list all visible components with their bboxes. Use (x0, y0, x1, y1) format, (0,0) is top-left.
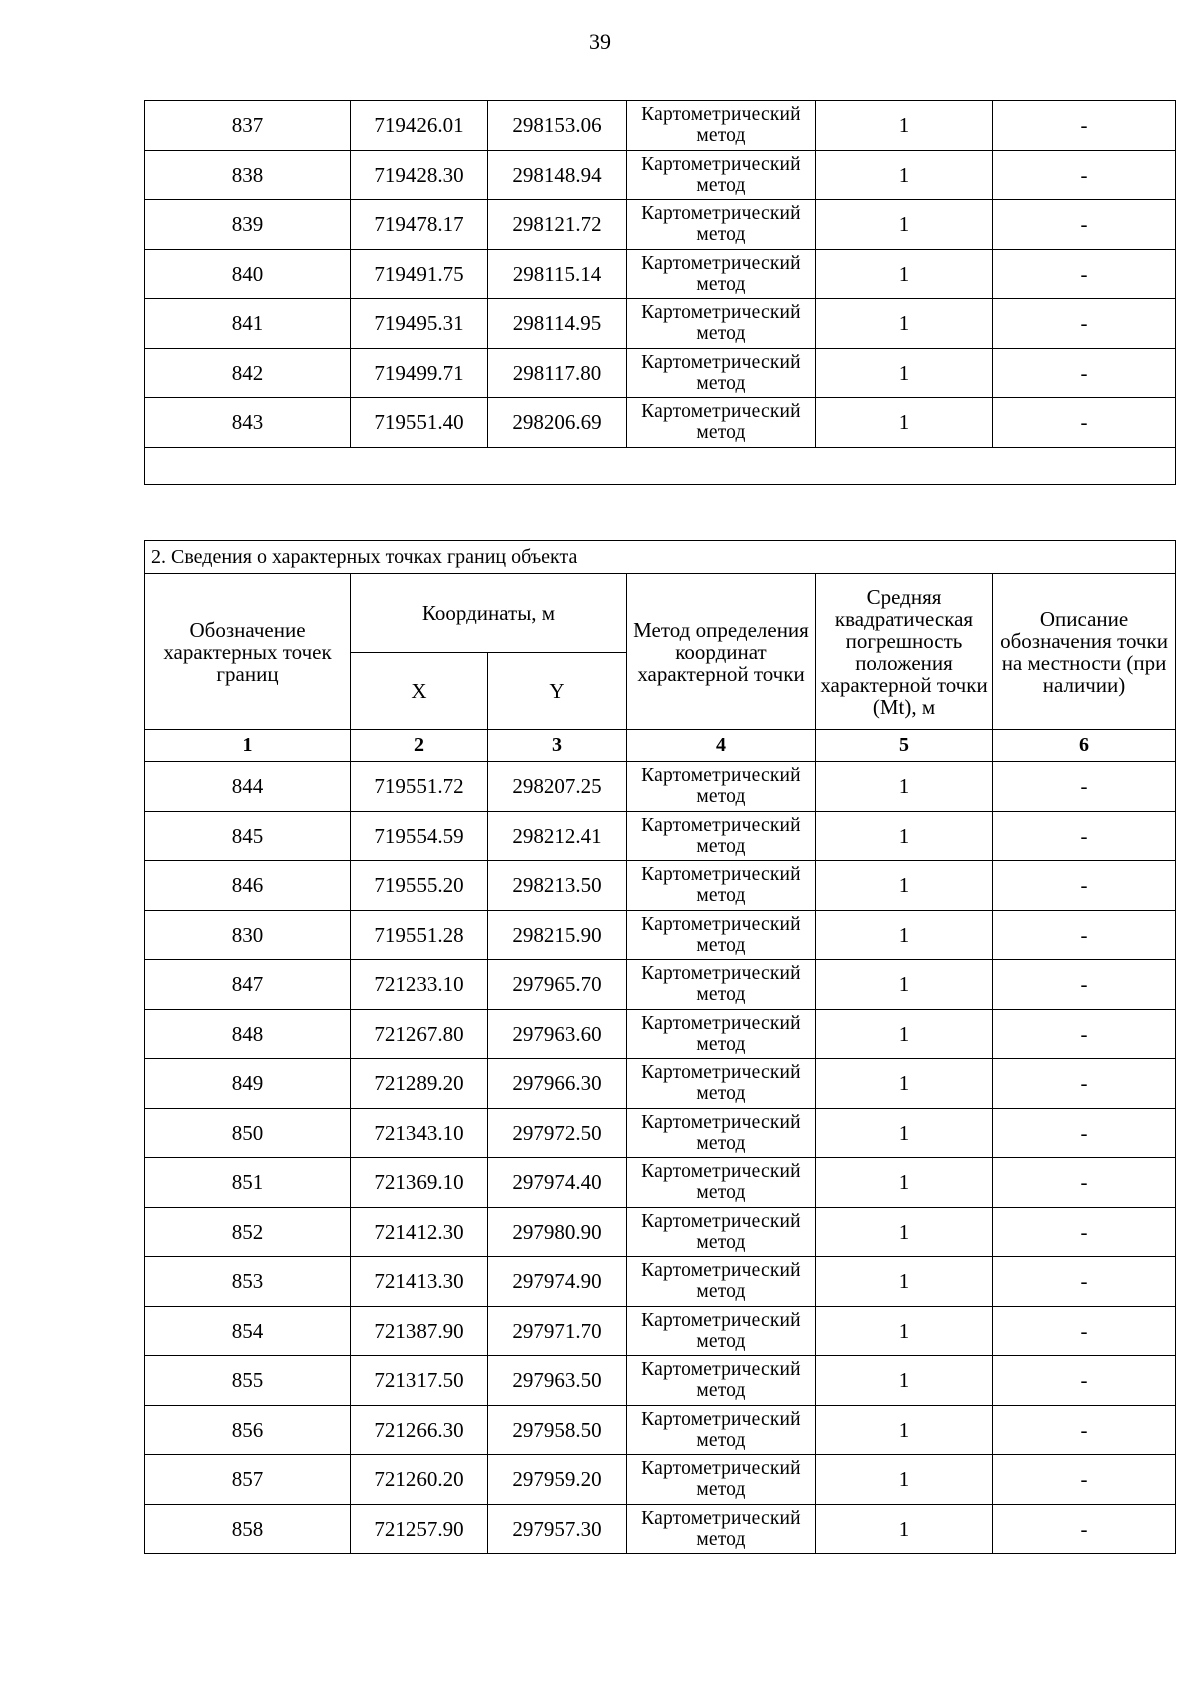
cell-method: Картометрический метод (627, 1405, 816, 1455)
cell-mt: 1 (816, 960, 993, 1010)
cell-y: 298207.25 (488, 762, 627, 812)
cell-y: 297963.60 (488, 1009, 627, 1059)
cell-description: - (993, 200, 1176, 250)
cell-method: Картометрический метод (627, 960, 816, 1010)
cell-mt: 1 (816, 762, 993, 812)
cell-x: 719554.59 (351, 811, 488, 861)
cell-mt: 1 (816, 861, 993, 911)
column-number: 4 (627, 730, 816, 762)
cell-method: Картометрический метод (627, 299, 816, 349)
cell-method: Картометрический метод (627, 1257, 816, 1307)
cell-x: 719478.17 (351, 200, 488, 250)
cell-description: - (993, 1009, 1176, 1059)
cell-method: Картометрический метод (627, 1108, 816, 1158)
bottom-table-body (145, 762, 1176, 1554)
cell-y: 298206.69 (488, 398, 627, 448)
cell-point: 847 (145, 960, 351, 1010)
cell-mt: 1 (816, 101, 993, 151)
table-row (145, 1405, 1176, 1455)
header-x: X (351, 653, 488, 730)
cell-x: 721369.10 (351, 1158, 488, 1208)
cell-point: 841 (145, 299, 351, 349)
table-row (145, 101, 1176, 151)
header-coordinates: Координаты, м (351, 574, 627, 653)
cell-mt: 1 (816, 150, 993, 200)
cell-point: 854 (145, 1306, 351, 1356)
table-row (145, 1108, 1176, 1158)
boundary-points-table (144, 540, 1176, 1554)
cell-y: 298117.80 (488, 348, 627, 398)
cell-y: 297963.50 (488, 1356, 627, 1406)
cell-description: - (993, 1257, 1176, 1307)
cell-description: - (993, 299, 1176, 349)
table-row (145, 1504, 1176, 1554)
cell-y: 298114.95 (488, 299, 627, 349)
cell-y: 297974.40 (488, 1158, 627, 1208)
cell-point: 846 (145, 861, 351, 911)
table-row (145, 861, 1176, 911)
cell-point: 843 (145, 398, 351, 448)
cell-method: Картометрический метод (627, 910, 816, 960)
empty-cell (145, 447, 1176, 484)
column-number: 1 (145, 730, 351, 762)
cell-mt: 1 (816, 1455, 993, 1505)
cell-y: 297971.70 (488, 1306, 627, 1356)
cell-x: 719426.01 (351, 101, 488, 151)
cell-method: Картометрический метод (627, 1207, 816, 1257)
table-row (145, 1009, 1176, 1059)
cell-description: - (993, 910, 1176, 960)
cell-x: 719491.75 (351, 249, 488, 299)
table-row (145, 1207, 1176, 1257)
header-y: Y (488, 653, 627, 730)
cell-description: - (993, 249, 1176, 299)
cell-x: 721387.90 (351, 1306, 488, 1356)
header-method: Метод определения координат характерной точки (627, 574, 816, 730)
cell-description: - (993, 101, 1176, 151)
cell-x: 719499.71 (351, 348, 488, 398)
cell-mt: 1 (816, 348, 993, 398)
cell-point: 853 (145, 1257, 351, 1307)
cell-y: 297958.50 (488, 1405, 627, 1455)
table-row (145, 762, 1176, 812)
cell-description: - (993, 348, 1176, 398)
cell-method: Картометрический метод (627, 101, 816, 151)
cell-point: 849 (145, 1059, 351, 1109)
cell-mt: 1 (816, 910, 993, 960)
cell-method: Картометрический метод (627, 861, 816, 911)
cell-mt: 1 (816, 1059, 993, 1109)
cell-point: 855 (145, 1356, 351, 1406)
cell-y: 297957.30 (488, 1504, 627, 1554)
table-row (145, 299, 1176, 349)
cell-method: Картометрический метод (627, 1306, 816, 1356)
table-row (145, 1356, 1176, 1406)
cell-method: Картометрический метод (627, 1455, 816, 1505)
column-numbers-row (145, 730, 1176, 762)
cell-description: - (993, 1504, 1176, 1554)
table-row (145, 811, 1176, 861)
cell-y: 297965.70 (488, 960, 627, 1010)
empty-row (145, 447, 1176, 484)
cell-point: 842 (145, 348, 351, 398)
cell-x: 721257.90 (351, 1504, 488, 1554)
page-number: 39 (589, 29, 611, 54)
cell-x: 719555.20 (351, 861, 488, 911)
table-row (145, 960, 1176, 1010)
cell-mt: 1 (816, 1356, 993, 1406)
cell-x: 719428.30 (351, 150, 488, 200)
cell-description: - (993, 1405, 1176, 1455)
cell-x: 721233.10 (351, 960, 488, 1010)
cell-x: 719551.28 (351, 910, 488, 960)
cell-description: - (993, 150, 1176, 200)
cell-x: 721412.30 (351, 1207, 488, 1257)
table-row (145, 348, 1176, 398)
cell-y: 297980.90 (488, 1207, 627, 1257)
column-number: 6 (993, 730, 1176, 762)
cell-mt: 1 (816, 200, 993, 250)
cell-description: - (993, 861, 1176, 911)
cell-y: 298212.41 (488, 811, 627, 861)
cell-description: - (993, 762, 1176, 812)
cell-method: Картометрический метод (627, 1356, 816, 1406)
cell-method: Картометрический метод (627, 762, 816, 812)
header-mt: Средняя квадратическая погрешность положения характерной точки (Mt), м (816, 574, 993, 730)
cell-method: Картометрический метод (627, 348, 816, 398)
cell-point: 837 (145, 101, 351, 151)
cell-mt: 1 (816, 1257, 993, 1307)
cell-x: 721260.20 (351, 1455, 488, 1505)
cell-point: 858 (145, 1504, 351, 1554)
cell-mt: 1 (816, 299, 993, 349)
cell-mt: 1 (816, 1158, 993, 1208)
cell-point: 848 (145, 1009, 351, 1059)
cell-mt: 1 (816, 398, 993, 448)
cell-y: 298121.72 (488, 200, 627, 250)
cell-y: 298115.14 (488, 249, 627, 299)
cell-y: 297966.30 (488, 1059, 627, 1109)
cell-x: 721413.30 (351, 1257, 488, 1307)
table-row (145, 150, 1176, 200)
top-table-body (145, 101, 1176, 485)
cell-mt: 1 (816, 1108, 993, 1158)
cell-point: 844 (145, 762, 351, 812)
table-row (145, 1257, 1176, 1307)
cell-description: - (993, 1455, 1176, 1505)
table-row (145, 910, 1176, 960)
table-row (145, 1455, 1176, 1505)
cell-x: 721266.30 (351, 1405, 488, 1455)
cell-point: 839 (145, 200, 351, 250)
cell-description: - (993, 398, 1176, 448)
cell-description: - (993, 1306, 1176, 1356)
cell-mt: 1 (816, 249, 993, 299)
cell-y: 297974.90 (488, 1257, 627, 1307)
cell-description: - (993, 1356, 1176, 1406)
cell-point: 852 (145, 1207, 351, 1257)
cell-y: 297959.20 (488, 1455, 627, 1505)
column-number: 2 (351, 730, 488, 762)
cell-y: 298215.90 (488, 910, 627, 960)
cell-mt: 1 (816, 1009, 993, 1059)
cell-y: 298153.06 (488, 101, 627, 151)
cell-description: - (993, 1158, 1176, 1208)
cell-x: 721317.50 (351, 1356, 488, 1406)
cell-x: 719551.72 (351, 762, 488, 812)
cell-x: 721267.80 (351, 1009, 488, 1059)
cell-description: - (993, 1207, 1176, 1257)
cell-method: Картометрический метод (627, 1009, 816, 1059)
cell-x: 719551.40 (351, 398, 488, 448)
table-row (145, 1158, 1176, 1208)
cell-x: 721289.20 (351, 1059, 488, 1109)
cell-point: 856 (145, 1405, 351, 1455)
cell-point: 838 (145, 150, 351, 200)
cell-mt: 1 (816, 811, 993, 861)
cell-point: 840 (145, 249, 351, 299)
cell-mt: 1 (816, 1306, 993, 1356)
cell-method: Картометрический метод (627, 811, 816, 861)
cell-mt: 1 (816, 1405, 993, 1455)
column-number: 5 (816, 730, 993, 762)
cell-description: - (993, 1108, 1176, 1158)
table-row (145, 200, 1176, 250)
header-description: Описание обозначения точки на местности (при наличии) (993, 574, 1176, 730)
cell-method: Картометрический метод (627, 1059, 816, 1109)
cell-description: - (993, 1059, 1176, 1109)
cell-point: 857 (145, 1455, 351, 1505)
cell-description: - (993, 811, 1176, 861)
cell-point: 845 (145, 811, 351, 861)
table-caption: 2. Сведения о характерных точках границ объекта (145, 541, 1176, 574)
cell-y: 297972.50 (488, 1108, 627, 1158)
cell-x: 719495.31 (351, 299, 488, 349)
cell-y: 298148.94 (488, 150, 627, 200)
table-row (145, 1306, 1176, 1356)
cell-mt: 1 (816, 1207, 993, 1257)
cell-method: Картометрический метод (627, 1504, 816, 1554)
cell-x: 721343.10 (351, 1108, 488, 1158)
cell-method: Картометрический метод (627, 150, 816, 200)
table-row (145, 1059, 1176, 1109)
cell-y: 298213.50 (488, 861, 627, 911)
cell-method: Картометрический метод (627, 200, 816, 250)
header-point: Обозначение характерных точек границ (145, 574, 351, 730)
table-row (145, 249, 1176, 299)
cell-mt: 1 (816, 1504, 993, 1554)
cell-method: Картометрический метод (627, 249, 816, 299)
boundary-points-table-continued (144, 100, 1176, 485)
cell-point: 830 (145, 910, 351, 960)
cell-point: 851 (145, 1158, 351, 1208)
column-number: 3 (488, 730, 627, 762)
cell-method: Картометрический метод (627, 1158, 816, 1208)
cell-description: - (993, 960, 1176, 1010)
cell-point: 850 (145, 1108, 351, 1158)
cell-method: Картометрический метод (627, 398, 816, 448)
table-row (145, 398, 1176, 448)
